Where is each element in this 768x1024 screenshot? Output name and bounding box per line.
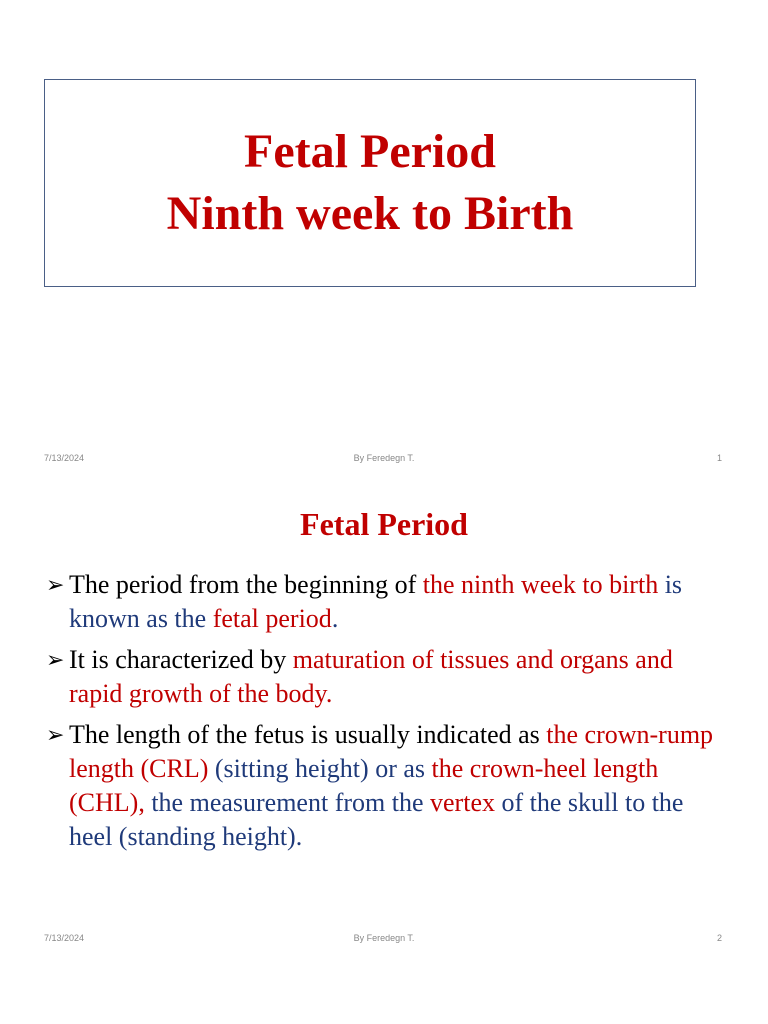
slide-1 xyxy=(0,0,768,480)
bullet-text-segment: . xyxy=(331,604,339,633)
arrow-bullet-icon: ➢ xyxy=(46,647,65,672)
bullet-text-segment: is known as the xyxy=(69,570,683,633)
bullet-list xyxy=(46,568,726,861)
slide-footer xyxy=(44,453,724,467)
bullet-text-segment: of the skull to the heel (standing height). xyxy=(69,788,684,851)
footer-date: 7/13/2024 xyxy=(44,453,85,463)
bullet-text-segment: (sitting height) or as xyxy=(208,754,432,783)
bullet-text-segment: The period from the beginning of xyxy=(69,570,423,599)
footer-author: By Feredegn T. xyxy=(353,933,415,943)
footer-author: By Feredegn T. xyxy=(353,453,415,463)
bullet-item xyxy=(46,568,726,636)
bullet-text-segment: the ninth week to birth xyxy=(422,570,659,599)
slide-title-line-1: Fetal Period xyxy=(244,125,496,178)
footer-page-number: 2 xyxy=(716,933,722,943)
footer-page-number: 1 xyxy=(716,453,722,463)
slide-2 xyxy=(0,480,768,960)
slide-footer xyxy=(44,933,724,947)
bullet-text-segment: It is characterized by xyxy=(69,645,293,674)
slide-title: Fetal Period xyxy=(300,506,468,542)
arrow-bullet-icon: ➢ xyxy=(46,722,65,747)
bullet-text-segment: vertex xyxy=(430,788,495,817)
title-box xyxy=(44,79,696,287)
bullet-item xyxy=(46,643,726,711)
slide-title-line-2: Ninth week to Birth xyxy=(166,187,574,240)
bullet-text-segment: fetal period xyxy=(212,604,332,633)
bullet-text-segment: The length of the fetus is usually indicated as xyxy=(69,720,547,749)
bullet-text-segment: the measurement from the xyxy=(144,788,431,817)
bullet-text-segment: the crown-rump length (CRL) xyxy=(69,720,714,783)
arrow-bullet-icon: ➢ xyxy=(46,572,65,597)
bullet-text-segment: the crown-heel length (CHL), xyxy=(69,754,659,817)
bullet-text-segment: maturation of tissues and organs and rapid growth of the body. xyxy=(69,645,673,708)
bullet-item xyxy=(46,718,726,854)
footer-date: 7/13/2024 xyxy=(44,933,85,943)
